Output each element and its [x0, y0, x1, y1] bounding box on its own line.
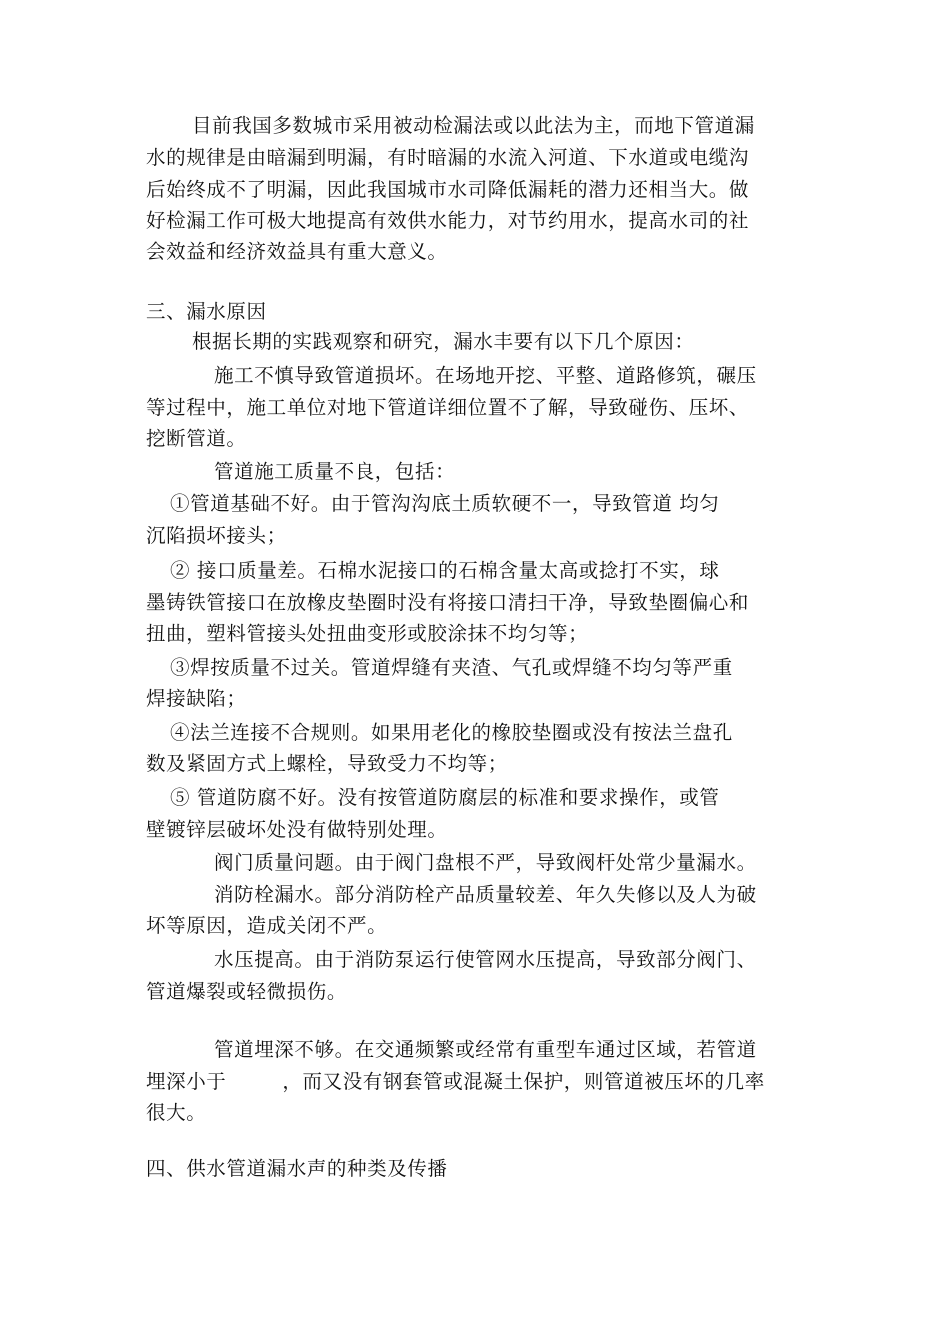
- list-item-line: ③焊按质量不过关。管道焊缝有夹渣、气孔或焊缝不均匀等严重: [170, 656, 733, 679]
- list-item-line: 焊接缺陷；: [146, 687, 247, 710]
- section-heading: 四、供水管道漏水声的种类及传播: [146, 1157, 448, 1180]
- section-heading: 三、漏水原因: [146, 300, 267, 323]
- paragraph-line: 管道埋深不够。在交通频繁或经常有重型车通过区域，若管道: [214, 1038, 757, 1061]
- paragraph-line: 水压提高。由于消防泵运行使管网水压提高，导致部分阀门、: [214, 948, 757, 971]
- paragraph-line: 阀门质量问题。由于阀门盘根不严，导致阀杆处常少量漏水。: [214, 851, 757, 874]
- paragraph-line: 后始终成不了明漏，因此我国城市水司降低漏耗的潜力还相当大。做: [146, 178, 750, 201]
- paragraph-line: [146, 1070, 765, 1094]
- paragraph-line: 坏等原因，造成关闭不严。: [146, 914, 388, 937]
- paragraph-line: 管道施工质量不良，包括：: [214, 460, 456, 483]
- paragraph-line: 等过程中，施工单位对地下管道详细位置不了解，导致碰伤、压坏、: [146, 396, 750, 419]
- paragraph-line: 根据长期的实践观察和研究，漏水丰要有以下几个原因：: [192, 330, 695, 353]
- paragraph-line: 目前我国多数城市采用被动检漏法或以此法为主，而地下管道漏: [192, 114, 755, 137]
- list-item-line: ①管道基础不好。由于管沟沟底土质软硬不一，导致管道 均匀: [170, 492, 720, 515]
- list-item-line: 壁镀锌层破坏处没有做特别处理。: [146, 818, 448, 841]
- paragraph-line: 会效益和经济效益具有重大意义。: [146, 240, 448, 263]
- list-item-line: 数及紧固方式上螺栓，导致受力不均等；: [146, 752, 508, 775]
- paragraph-text: ，而又没有钢套管或混凝土保护，则管道被压坏的几率: [282, 1070, 765, 1093]
- paragraph-line: 很大。: [146, 1101, 207, 1124]
- list-item-line: 沉陷损坏接头；: [146, 524, 287, 547]
- paragraph-line: 水的规律是由暗漏到明漏，有时暗漏的水流入河道、下水道或电缆沟: [146, 146, 750, 169]
- paragraph-line: 施工不慎导致管道损坏。在场地开挖、平整、道路修筑，碾压: [214, 364, 757, 387]
- list-item-line: ② 接口质量差。石棉水泥接口的石棉含量太高或捻打不实，球: [170, 559, 720, 582]
- paragraph-line: 消防栓漏水。部分消防栓产品质量较差、年久失修以及人为破: [214, 883, 757, 906]
- paragraph-line: 好检漏工作可极大地提高有效供水能力，对节约用水，提高水司的社: [146, 209, 750, 232]
- list-item-line: 扭曲，塑料管接头处扭曲变形或胶涂抹不均匀等；: [146, 622, 589, 645]
- paragraph-text: 埋深小于: [146, 1070, 227, 1093]
- list-item-line: ⑤ 管道防腐不好。没有按管道防腐层的标准和要求操作，或管: [170, 786, 720, 809]
- list-item-line: 墨铸铁管接口在放橡皮垫圈时没有将接口清扫干净，导致垫圈偏心和: [146, 591, 750, 614]
- list-item-line: ④法兰连接不合规则。如果用老化的橡胶垫圈或没有按法兰盘孔: [170, 721, 733, 744]
- paragraph-line: 挖断管道。: [146, 427, 247, 450]
- paragraph-line: 管道爆裂或轻微损伤。: [146, 980, 348, 1003]
